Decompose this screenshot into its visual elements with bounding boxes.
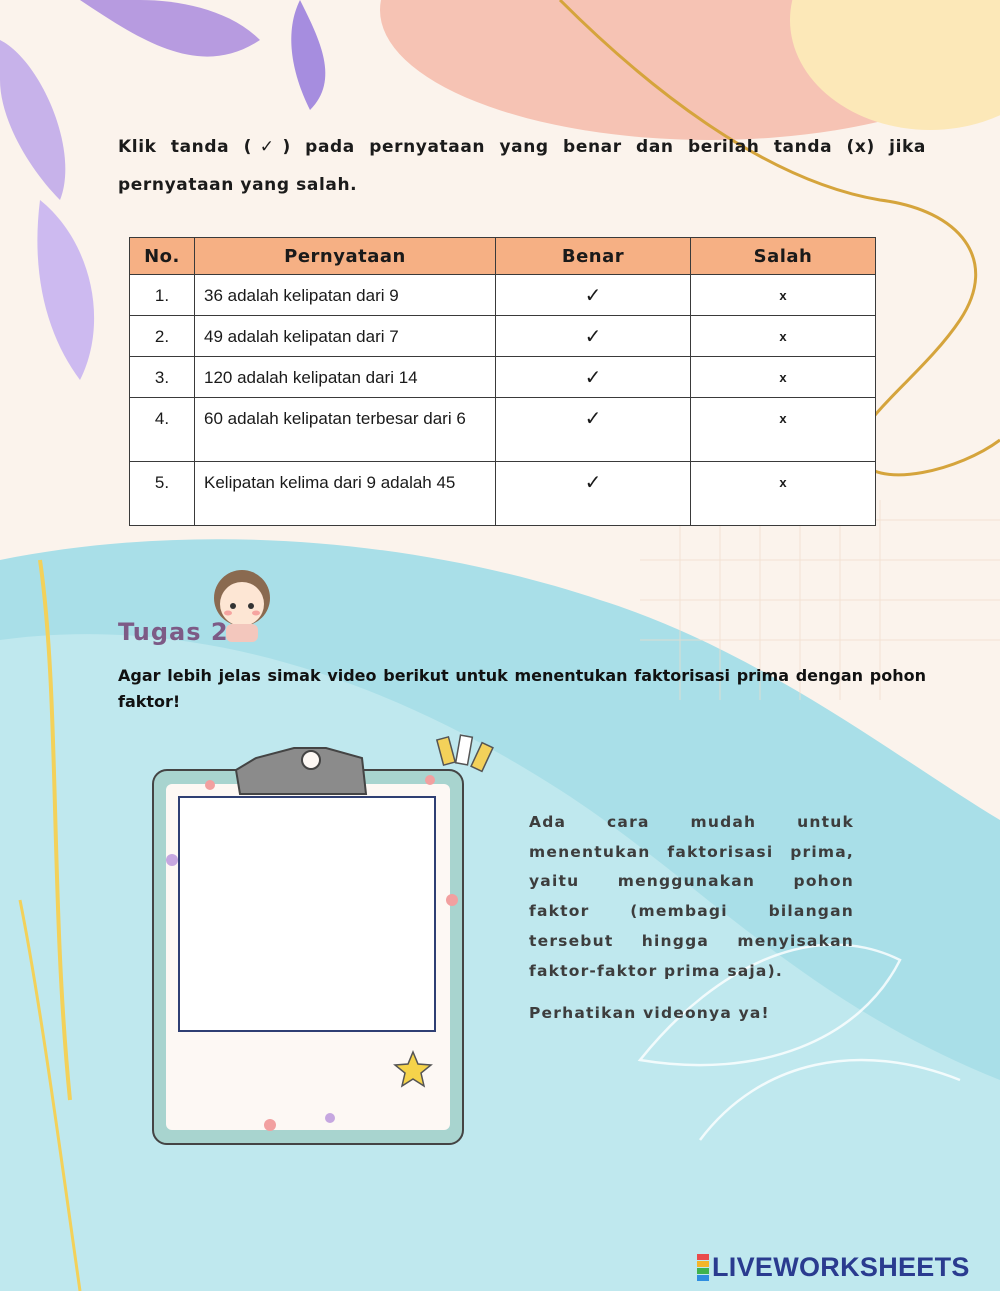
true-check-button[interactable]: ✓ (496, 275, 691, 316)
row-statement: 60 adalah kelipatan terbesar dari 6 (195, 398, 496, 462)
row-number: 4. (130, 398, 195, 462)
header-no: No. (130, 238, 195, 275)
explanation-text: Ada cara mudah untuk menentukan faktorisasi prima, yaitu menggunakan pohon faktor (membagi bilangan tersebut hingga menyisakan faktor-faktor prima saja). (529, 813, 854, 980)
brand-icon (697, 1254, 709, 1282)
task-title: Tugas 2 (118, 618, 229, 646)
false-x-button[interactable]: x (691, 462, 876, 526)
true-check-button[interactable]: ✓ (496, 357, 691, 398)
instruction-text: Klik tanda (✓) pada pernyataan yang benar dan berilah tanda (x) jika pernyataan yang salah. (118, 137, 926, 195)
brand-name: LIVEWORKSHEETS (712, 1252, 970, 1282)
brand-logo (697, 1252, 970, 1283)
false-x-button[interactable]: x (691, 357, 876, 398)
row-statement: 120 adalah kelipatan dari 14 (195, 357, 496, 398)
true-check-button[interactable]: ✓ (496, 398, 691, 462)
row-number: 2. (130, 316, 195, 357)
table-row (130, 357, 876, 398)
header-false: Salah (691, 238, 876, 275)
true-check-button[interactable]: ✓ (496, 316, 691, 357)
false-x-button[interactable]: x (691, 275, 876, 316)
video-player[interactable] (178, 796, 436, 1032)
row-statement: Kelipatan kelima dari 9 adalah 45 (195, 462, 496, 526)
true-check-button[interactable]: ✓ (496, 462, 691, 526)
row-number: 1. (130, 275, 195, 316)
row-number: 5. (130, 462, 195, 526)
watch-video-note: Perhatikan videonya ya! (529, 1004, 770, 1022)
false-x-button[interactable]: x (691, 398, 876, 462)
header-statement: Pernyataan (195, 238, 496, 275)
table-header-row (130, 238, 876, 275)
row-statement: 49 adalah kelipatan dari 7 (195, 316, 496, 357)
row-number: 3. (130, 357, 195, 398)
statement-table (129, 237, 876, 526)
table-row (130, 398, 876, 462)
table-row (130, 316, 876, 357)
task-instruction: Agar lebih jelas simak video berikut untuk menentukan faktorisasi prima dengan pohon faktor! (118, 666, 926, 711)
row-statement: 36 adalah kelipatan dari 9 (195, 275, 496, 316)
false-x-button[interactable]: x (691, 316, 876, 357)
table-row (130, 462, 876, 526)
header-true: Benar (496, 238, 691, 275)
table-row (130, 275, 876, 316)
